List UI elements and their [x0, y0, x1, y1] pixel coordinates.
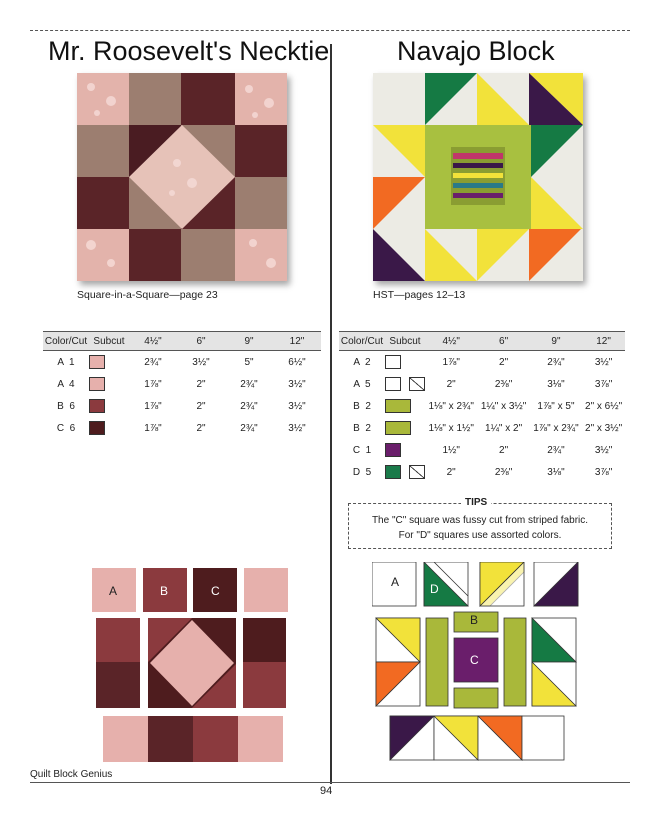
subcut-cell — [385, 439, 425, 461]
header-size-9: 9" — [530, 332, 582, 351]
table-row — [339, 351, 625, 374]
left-caption: Square-in-a-Square—page 23 — [77, 289, 218, 301]
column-divider — [330, 44, 332, 784]
necktie-block-photo — [77, 73, 287, 281]
size-value-cell: 1⅞" x 2¾" — [533, 422, 579, 434]
size-value-cell: 2" — [196, 422, 206, 434]
necktie-unit-row-bottom — [103, 716, 283, 767]
size-value-cell: 5" — [244, 356, 254, 368]
fabric-swatch — [385, 377, 401, 391]
fabric-swatch — [385, 399, 411, 413]
table-row — [339, 461, 625, 483]
subcut-cell — [385, 395, 425, 417]
subcut-cell — [385, 373, 425, 395]
size-value-cell: 1⅞" x 5" — [537, 400, 575, 412]
color-cut-cell: A 1 — [57, 356, 75, 368]
fabric-swatch — [89, 355, 105, 369]
size-value-cell: 6½" — [288, 356, 306, 368]
size-value-cell: 2¾" — [547, 356, 565, 368]
table-row — [339, 373, 625, 395]
size-value-cell: 1¼" x 2" — [485, 422, 523, 434]
table-row — [339, 417, 625, 439]
navajo-unit-b-label: B — [470, 613, 479, 627]
size-value-cell: 3½" — [594, 444, 613, 456]
size-value-cell: 2" — [499, 444, 509, 456]
left-block-title: Mr. Roosevelt's Necktie — [48, 36, 330, 66]
navajo-unit-a-label: A — [391, 575, 400, 589]
size-value-cell: 2" — [446, 378, 456, 390]
color-cut-cell: A 5 — [353, 378, 371, 390]
navajo-unit-c-label: C — [470, 653, 479, 667]
tips-line-2: For "D" squares use assorted colors. — [398, 530, 562, 541]
header-subcut: Subcut — [89, 332, 129, 351]
fabric-swatch — [89, 377, 105, 391]
size-value-cell: 3½" — [288, 422, 306, 434]
footer-book-title: Quilt Block Genius — [30, 769, 113, 780]
navajo-block-photo — [373, 73, 583, 281]
tips-line-1: The "C" square was fussy cut from striped fabric. — [371, 515, 589, 526]
size-value-cell: 3½" — [288, 378, 306, 390]
size-value-cell: 3⅛" — [547, 378, 565, 390]
size-value-cell: 1⅞" — [144, 422, 162, 434]
unit-a-square-2 — [244, 568, 288, 612]
size-value-cell: 2" x 3½" — [585, 422, 623, 434]
size-value-cell: 2⅜" — [494, 378, 513, 390]
fabric-swatch — [385, 465, 401, 479]
right-cutting-table — [339, 331, 625, 483]
size-value-cell: 3⅞" — [594, 378, 613, 390]
necktie-unit-row-middle — [96, 618, 286, 713]
navajo-unit-d-label: D — [430, 582, 439, 596]
subcut-cell — [385, 351, 425, 374]
unit-b-label: B — [160, 584, 169, 598]
header-size-4-5: 4½" — [129, 332, 177, 351]
fabric-swatch — [385, 355, 401, 369]
page-number: 94 — [320, 785, 333, 797]
size-value-cell: 1⅞" — [442, 356, 460, 368]
footer-rule — [30, 782, 630, 783]
size-value-cell: 3⅛" — [547, 466, 565, 478]
header-size-4-5: 4½" — [425, 332, 477, 351]
size-value-cell: 1¼" x 3½" — [480, 400, 527, 412]
color-cut-cell: B 2 — [353, 400, 371, 412]
size-value-cell: 2" — [196, 378, 206, 390]
color-cut-cell: C 6 — [56, 422, 76, 434]
tips-heading: TIPS — [461, 497, 491, 508]
fabric-swatch — [385, 443, 401, 457]
hst-cut-icon — [409, 465, 425, 479]
table-header-row — [339, 332, 625, 351]
subcut-cell — [89, 417, 129, 439]
subcut-cell — [89, 373, 129, 395]
size-value-cell: 2⅜" — [494, 466, 513, 478]
subcut-cell — [385, 461, 425, 483]
size-value-cell: 2" x 6½" — [585, 400, 623, 412]
size-value-cell: 2¾" — [240, 378, 258, 390]
size-value-cell: 1⅛" x 2¾" — [428, 400, 474, 412]
unit-c-label: C — [211, 584, 220, 598]
size-value-cell: 2" — [499, 356, 509, 368]
size-value-cell: 2¾" — [547, 444, 565, 456]
size-value-cell: 2" — [196, 400, 206, 412]
table-row — [43, 373, 321, 395]
header-size-9: 9" — [225, 332, 273, 351]
header-size-12: 12" — [582, 332, 625, 351]
hst-cut-icon — [409, 377, 425, 391]
table-row — [43, 395, 321, 417]
table-row — [339, 439, 625, 461]
color-cut-cell: B 2 — [353, 422, 371, 434]
size-value-cell: 1⅞" — [144, 400, 162, 412]
subcut-cell — [89, 395, 129, 417]
size-value-cell: 2¾" — [144, 356, 162, 368]
right-block-title: Navajo Block — [397, 36, 555, 66]
table-row — [339, 395, 625, 417]
left-cutting-table — [43, 331, 321, 439]
color-cut-cell: A 4 — [57, 378, 75, 390]
size-value-cell: 3½" — [288, 400, 306, 412]
header-color-cut: Color/Cut — [339, 332, 385, 351]
header-subcut: Subcut — [385, 332, 425, 351]
fabric-swatch — [385, 421, 411, 435]
table-row — [43, 351, 321, 374]
header-size-6: 6" — [177, 332, 225, 351]
size-value-cell: 2¾" — [240, 400, 258, 412]
top-rule — [30, 30, 630, 31]
size-value-cell: 2¾" — [240, 422, 258, 434]
subcut-cell — [385, 417, 425, 439]
header-size-6: 6" — [477, 332, 529, 351]
color-cut-cell: A 2 — [353, 356, 371, 368]
color-cut-cell: C 1 — [352, 444, 372, 456]
size-value-cell: 3½" — [192, 356, 210, 368]
size-value-cell: 1⅛" x 1½" — [428, 422, 474, 434]
right-caption: HST—pages 12–13 — [373, 289, 466, 301]
fabric-swatch — [89, 399, 105, 413]
table-header-row — [43, 332, 321, 351]
fabric-swatch — [89, 421, 105, 435]
unit-a-label: A — [109, 584, 118, 598]
navajo-unit-diagram — [372, 562, 582, 773]
subcut-cell — [89, 351, 129, 374]
header-color-cut: Color/Cut — [43, 332, 89, 351]
color-cut-cell: D 5 — [352, 466, 372, 478]
size-value-cell: 1½" — [442, 444, 460, 456]
size-value-cell: 1⅞" — [144, 378, 162, 390]
size-value-cell: 3⅞" — [594, 466, 613, 478]
size-value-cell: 3½" — [594, 356, 613, 368]
header-size-12: 12" — [273, 332, 321, 351]
table-row — [43, 417, 321, 439]
tips-box — [348, 497, 612, 549]
color-cut-cell: B 6 — [57, 400, 75, 412]
size-value-cell: 2" — [446, 466, 456, 478]
